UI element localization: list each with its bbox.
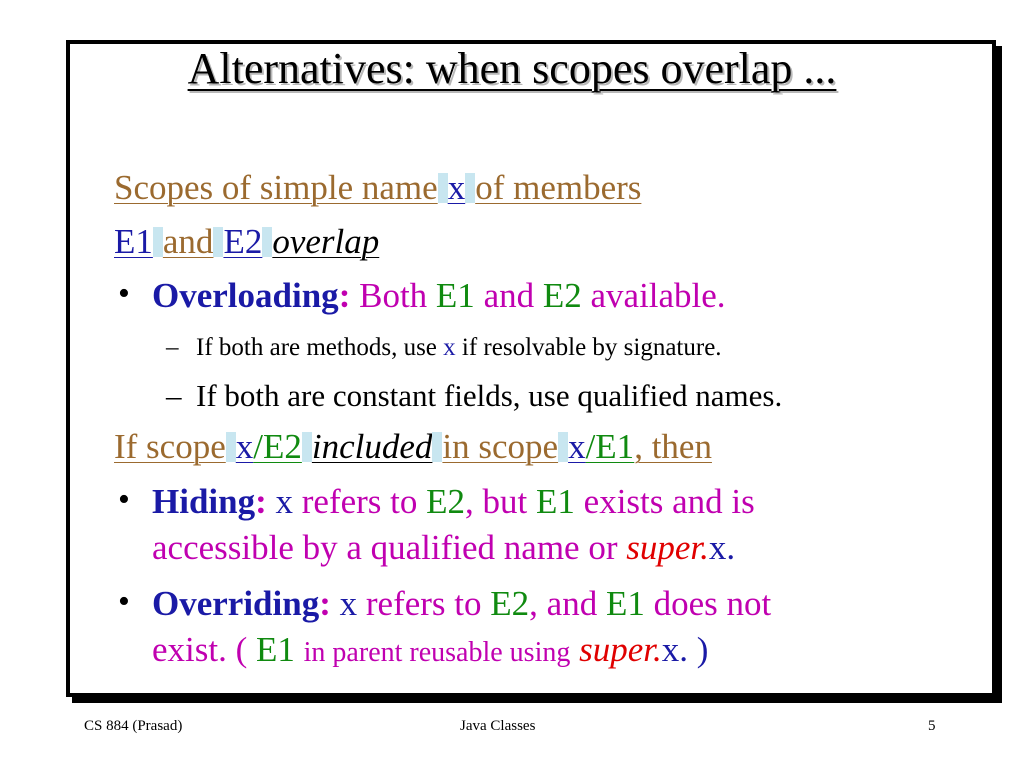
overriding-super: super. [579,630,662,669]
cond-included: included [311,427,433,466]
highlight-gap [153,227,163,257]
highlight-gap [558,432,568,462]
intro-line-1 [114,168,641,208]
hiding-x: x [275,482,294,521]
footer-center: Java Classes [460,718,536,734]
overloading-available: available. [590,276,726,315]
condition-line [114,427,712,467]
hiding-e2: E2 [426,482,466,521]
overriding-and: , and [529,584,598,623]
overriding-e2: E2 [490,584,530,623]
overriding-refers: refers to [365,584,482,623]
overriding-line-2 [152,630,708,670]
hiding-line-2 [152,528,735,568]
intro-e2: E2 [223,222,263,261]
sub2-text: If both are constant fields, use qualified names. [196,378,783,413]
overriding-label: Overriding [152,584,320,623]
bullet-hiding: • [118,481,130,518]
highlight-gap [302,432,312,462]
cond-then: , then [634,427,712,466]
hiding-x2: x. [708,528,736,567]
overloading-and: and [483,276,535,315]
overriding-x2: x. ) [661,630,709,669]
hiding-colon: : [255,482,267,521]
intro-overlap: overlap [272,222,380,261]
cond-e1: /E1 [585,427,635,466]
overriding-e1: E1 [605,584,645,623]
overriding-x: x [339,584,358,623]
overriding-colon: : [319,584,331,623]
overloading-e1: E1 [435,276,475,315]
highlight-gap [226,432,236,462]
overriding-line-1 [152,584,771,624]
sub1-text-c: if resolvable by signature. [461,334,722,361]
cond-x2: x [568,427,586,466]
slide-title: Alternatives: when scopes overlap ... [187,44,837,93]
intro-and: and [162,222,214,261]
intro-line-2 [114,222,379,262]
dash-sub-1: – [166,334,179,361]
cond-x1: x [235,427,254,466]
intro-members-text: of members [475,168,642,207]
highlight-gap [438,173,448,203]
cond-if-scope: If scope [114,427,226,466]
hiding-but: , but [465,482,528,521]
highlight-gap [262,227,272,257]
footer-left: CS 884 (Prasad) [84,718,183,734]
highlight-gap [465,173,475,203]
bullet-overloading: • [118,275,130,312]
overriding-does-not: does not [653,584,772,623]
intro-x: x [447,168,466,207]
sub1-text-a: If both are methods, use [196,334,437,361]
cond-e2: /E2 [253,427,302,466]
hiding-super: super. [626,528,709,567]
hiding-refers: refers to [301,482,418,521]
footer-page-number: 5 [928,718,936,734]
hiding-accessible: accessible by a qualified name or [152,528,618,567]
cond-in-scope: in scope [442,427,559,466]
overloading-line [152,276,726,316]
hiding-e1: E1 [536,482,575,521]
sub-bullet-1 [196,334,722,362]
overriding-e1-parent: E1 [256,630,295,669]
hiding-label: Hiding [152,482,256,521]
overloading-e2: E2 [542,276,582,315]
dash-sub-2: – [166,378,182,413]
overloading-label: Overloading [152,276,339,315]
highlight-gap [432,432,442,462]
intro-scopes-text: Scopes of simple name [114,168,438,207]
overloading-colon: : [338,276,351,315]
hiding-line-1 [152,482,755,522]
highlight-gap [213,227,223,257]
overloading-both: Both [359,276,428,315]
hiding-exists: exists and is [583,482,755,521]
overriding-exist: exist. ( [152,630,248,669]
overriding-reusable: in parent reusable using [303,637,571,668]
sub1-x: x [443,334,456,361]
sub-bullet-2 [196,378,782,414]
bullet-overriding: • [118,583,130,620]
intro-e1: E1 [114,222,153,261]
